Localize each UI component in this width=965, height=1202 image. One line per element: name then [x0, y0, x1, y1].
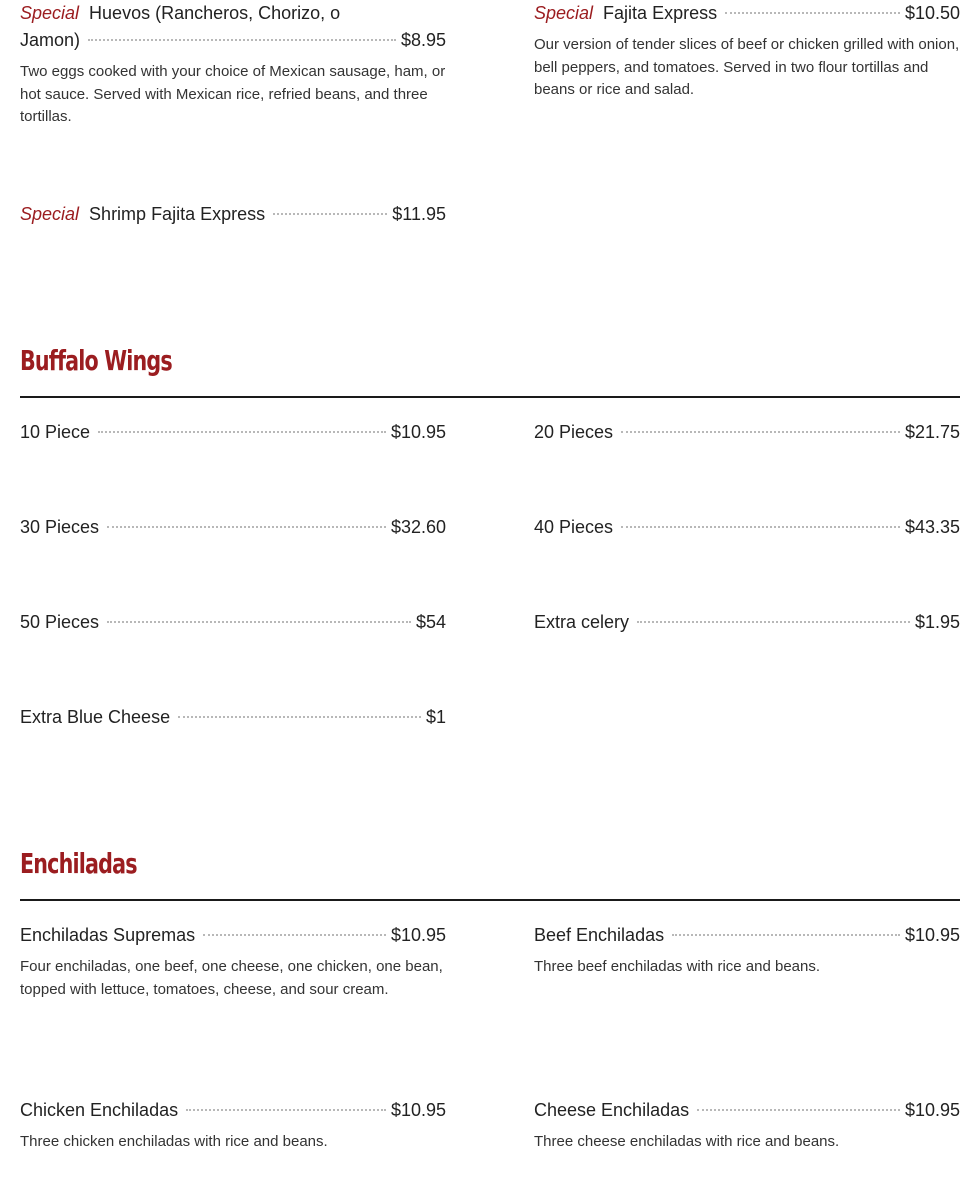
menu-item-shrimp-fajita: [20, 201, 446, 228]
menu-item: [534, 922, 960, 979]
dot-leader: [186, 1109, 386, 1111]
dot-leader: [621, 526, 900, 528]
item-price: $10.50: [904, 3, 960, 23]
item-price: $32.60: [390, 517, 446, 537]
menu-item-title: [20, 514, 446, 541]
item-name: Shrimp Fajita Express: [89, 204, 266, 224]
item-price: $10.95: [904, 925, 960, 945]
item-name: 10 Piece: [20, 422, 91, 442]
item-name: Extra celery: [534, 612, 630, 632]
dot-leader: [107, 526, 386, 528]
menu-item: [534, 514, 960, 541]
menu-item-title: [20, 922, 446, 949]
dot-leader: [88, 39, 396, 41]
item-name: Beef Enchiladas: [534, 925, 665, 945]
item-name: Fajita Express: [603, 3, 718, 23]
item-description: Our version of tender slices of beef or chicken grilled with onion, bell peppers, and tomatoes. Served in two flour tortillas and beans or rice and salad.: [534, 36, 960, 98]
item-name: Chicken Enchiladas: [20, 1100, 179, 1120]
dot-leader: [621, 431, 900, 433]
item-description: Three cheese enchiladas with rice and beans.: [534, 1133, 840, 1150]
dot-leader: [178, 716, 421, 718]
item-price: $1.95: [914, 612, 960, 632]
item-price: $10.95: [904, 1100, 960, 1120]
menu-item-title: [534, 0, 960, 27]
section-divider: [20, 899, 960, 901]
item-description: Four enchiladas, one beef, one cheese, one chicken, one bean, topped with lettuce, tomatoes, cheese, and sour cream.: [20, 958, 443, 998]
menu-item: [20, 704, 446, 731]
menu-item-title: [20, 1097, 446, 1124]
item-description: Three beef enchiladas with rice and beans.: [534, 958, 821, 975]
menu-item: [534, 609, 960, 636]
menu-item: [20, 514, 446, 541]
item-name: 30 Pieces: [20, 517, 100, 537]
dot-leader: [637, 621, 910, 623]
item-description: Three chicken enchiladas with rice and beans.: [20, 1133, 328, 1150]
menu-item-title: [20, 419, 446, 446]
item-price: $11.95: [392, 204, 446, 224]
menu-item-title: [20, 201, 446, 228]
menu-item-title: [20, 704, 446, 731]
menu-item-title: [534, 514, 960, 541]
menu-item: [20, 419, 446, 446]
dot-leader: [107, 621, 411, 623]
dot-leader: [725, 12, 900, 14]
menu-item: [534, 1097, 960, 1154]
menu-item-title: [20, 609, 446, 636]
dot-leader: [98, 431, 386, 433]
dot-leader: [203, 934, 386, 936]
item-name: 50 Pieces: [20, 612, 100, 632]
menu-item-huevos: [20, 0, 446, 129]
menu-item-title-cont: [20, 27, 446, 54]
item-price: $10.95: [390, 422, 446, 442]
item-price: $43.35: [904, 517, 960, 537]
item-price: $1: [425, 707, 446, 727]
special-tag: Special: [20, 204, 80, 224]
dot-leader: [697, 1109, 900, 1111]
menu-item-title: [534, 1097, 960, 1124]
menu-item: [20, 922, 446, 1001]
item-name: Huevos (Rancheros, Chorizo, o: [89, 3, 341, 23]
dot-leader: [273, 213, 387, 215]
menu-item: [20, 1097, 446, 1154]
item-price: $10.95: [390, 1100, 446, 1120]
menu-item-title: [534, 922, 960, 949]
item-price: $21.75: [904, 422, 960, 442]
menu-item-fajita-express: [534, 0, 960, 102]
item-description: Two eggs cooked with your choice of Mexican sausage, ham, or hot sauce. Served with Mexican rice, refried beans, and three tortillas.: [20, 63, 446, 125]
item-name: 20 Pieces: [534, 422, 614, 442]
item-name: Enchiladas Supremas: [20, 925, 196, 945]
menu-item: [534, 419, 960, 446]
item-price: $10.95: [390, 925, 446, 945]
menu-item: [20, 609, 446, 636]
item-name-cont: Jamon): [20, 30, 81, 50]
item-name: Cheese Enchiladas: [534, 1100, 690, 1120]
menu-item-title: [534, 609, 960, 636]
item-name: 40 Pieces: [534, 517, 614, 537]
special-tag: Special: [534, 3, 594, 23]
menu-item-title: [534, 419, 960, 446]
section-divider: [20, 396, 960, 398]
dot-leader: [672, 934, 900, 936]
special-tag: Special: [20, 3, 80, 23]
item-name: Extra Blue Cheese: [20, 707, 171, 727]
item-price: $8.95: [400, 30, 446, 50]
section-title-buffalo-wings: Buffalo Wings: [20, 344, 172, 377]
section-title-enchiladas: Enchiladas: [20, 847, 137, 880]
menu-item-title: [20, 0, 446, 27]
item-price: $54: [415, 612, 446, 632]
